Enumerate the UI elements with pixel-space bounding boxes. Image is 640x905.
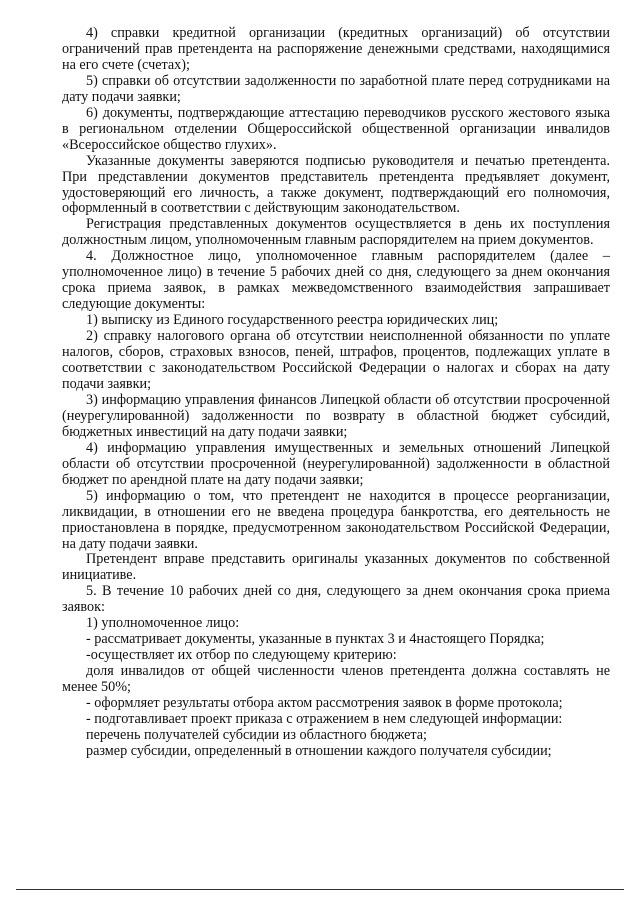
paragraph-item-1-registry-extract: 1) выписку из Единого государственного реестра юридических лиц; <box>86 312 499 329</box>
page-bottom-rule <box>16 889 624 890</box>
paragraph-recipients-list: перечень получателей субсидии из областного бюджета; <box>86 726 428 743</box>
paragraph-protocol: - оформляет результаты отбора актом рассмотрения заявок в форме протокола; <box>86 695 563 712</box>
paragraph-item-5-salary-debt: 5) справки об отсутствии задолженности по заработной плате перед сотрудниками на дату подачи заявки; <box>62 72 610 105</box>
paragraph-subsidy-amount: размер субсидии, определенный в отношении каждого получателя субсидии; <box>86 742 552 759</box>
paragraph-draft-order: - подготавливает проект приказа с отражением в нем следующей информации: <box>86 710 563 727</box>
paragraph-item-6-interpreters: 6) документы, подтверждающие аттестацию переводчиков русского жестового языка в региональном отделении Общероссийской общественной организации инвалидов «Всероссийское общество глухих». <box>62 104 610 153</box>
paragraph-documents-certified: Указанные документы заверяются подписью руководителя и печатью претендента. При представлении документов представитель претендента предъявляет документ, удостоверяющий его личность, а также документ, подтверждающий его полномочия, оформленный в соответствии с действующим законодательством. <box>62 152 610 217</box>
paragraph-item-2-tax-certificate: 2) справку налогового органа об отсутствии неисполненной обязанности по уплате налогов, сборов, страховых взносов, пеней, штрафов, процентов, подлежащих уплате в соответствии с законодательством Российской Федерации о налогах и сборах на дату подачи заявки; <box>62 328 610 392</box>
paragraph-disabled-share: доля инвалидов от общей численности членов претендента должна составлять не менее 50%; <box>62 663 610 696</box>
document-page <box>62 26 610 760</box>
paragraph-section-4: 4. Должностное лицо, уполномоченное главным распорядителем (далее – уполномоченное лицо) в течение 5 рабочих дней со дня, следующего за днем окончания срока приема заявок, в рамках межведомственного взаимодействия запрашивает следующие документы: <box>62 248 610 313</box>
paragraph-authorized-person: 1) уполномоченное лицо: <box>86 615 240 632</box>
paragraph-item-4-bank-certificates: 4) справки кредитной организации (кредитных организаций) об отсутствии ограничений прав претендента на распоряжение денежными средствами, находящимися на его счете (счетах); <box>62 25 610 73</box>
paragraph-registration: Регистрация представленных документов осуществляется в день их поступления должностным лицом, уполномоченным главным распорядителем на прием документов. <box>62 216 610 249</box>
paragraph-selection-criterion: -осуществляет их отбор по следующему критерию: <box>86 647 397 664</box>
paragraph-reviews-documents: - рассматривает документы, указанные в пунктах 3 и 4настоящего Порядка; <box>86 631 545 648</box>
paragraph-item-3-finance-info: 3) информацию управления финансов Липецкой области об отсутствии просроченной (неурегулированной) задолженности по возврату в областной бюджет субсидий, бюджетных инвестиций на дату подачи заявки; <box>62 391 610 440</box>
paragraph-applicant-right: Претендент вправе представить оригиналы указанных документов по собственной инициативе. <box>62 551 610 584</box>
paragraph-item-4-property-info: 4) информацию управления имущественных и земельных отношений Липецкой области об отсутствии просроченной (неурегулированной) задолженности в областной бюджет по арендной плате на дату подачи заявки; <box>62 439 610 488</box>
paragraph-item-5-reorganization-info: 5) информацию о том, что претендент не находится в процессе реорганизации, ликвидации, в отношении его не введена процедура банкротства, его деятельность не приостановлена в порядке, предусмотренном законодательством Российской Федерации, на дату подачи заявки. <box>62 487 610 552</box>
paragraph-section-5: 5. В течение 10 рабочих дней со дня, следующего за днем окончания срока приема заявок: <box>62 583 610 616</box>
